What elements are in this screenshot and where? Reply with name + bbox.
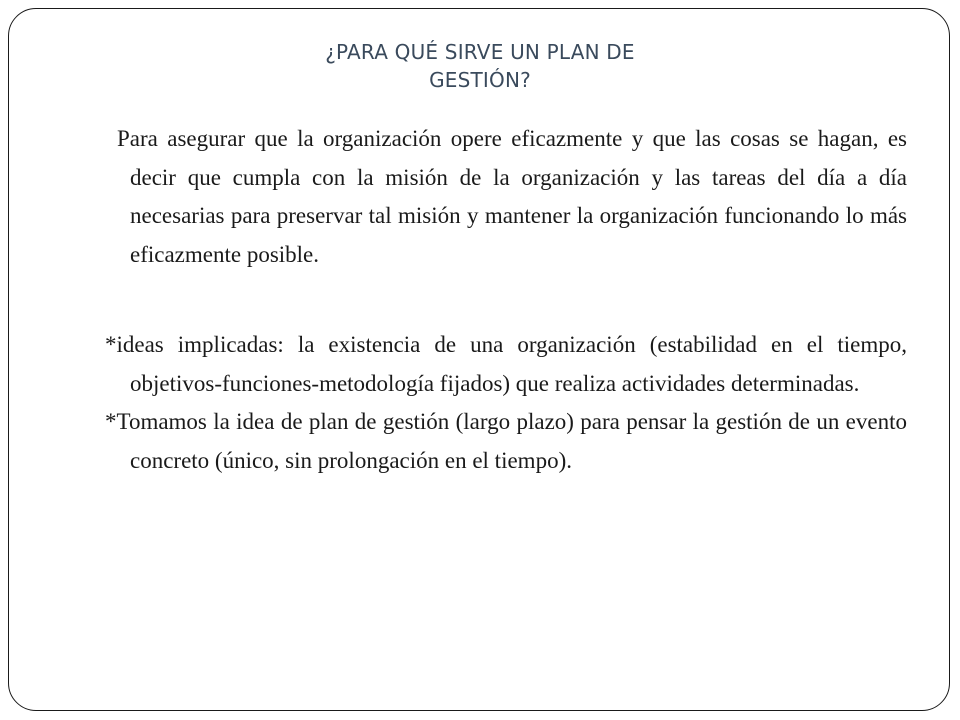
paragraph-spacer: [105, 274, 907, 326]
paragraph-implied-ideas: *ideas implicadas: la existencia de una organización (estabilidad en el tiempo, objetivos-funciones-metodología fijados) que realiza actividades determinadas.: [105, 332, 907, 396]
slide-body: [105, 120, 907, 480]
paragraph-event-management: *Tomamos la idea de plan de gestión (largo plazo) para pensar la gestión de un evento concreto (único, sin prolongación en el tiempo).: [105, 409, 907, 473]
slide-title: [200, 38, 760, 94]
paragraph-purpose: Para asegurar que la organización opere eficazmente y que las cosas se hagan, es decir que cumpla con la misión de la organización y las tareas del día a día necesarias para preservar tal misión y mantener la organización funcionando lo más eficazmente posible.: [117, 126, 907, 267]
slide-title-line-2: GESTIÓN?: [429, 68, 531, 92]
slide-title-line-1: ¿PARA QUÉ SIRVE UN PLAN DE: [325, 40, 635, 64]
